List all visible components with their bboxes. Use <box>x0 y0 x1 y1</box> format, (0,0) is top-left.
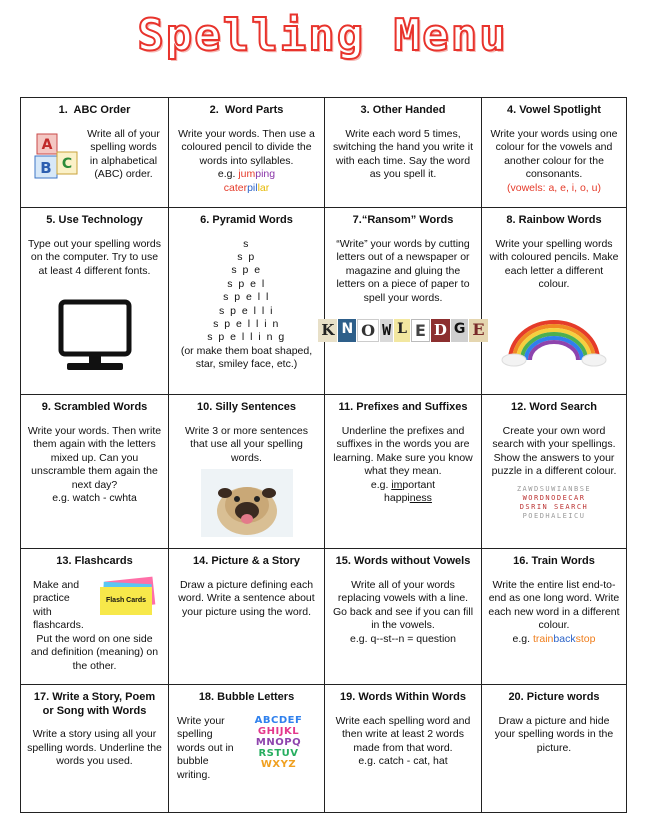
ransom-letter: E <box>411 319 430 342</box>
grid-row: DSRIN SEARCH <box>519 502 589 511</box>
cell-heading: 14. Picture & a Story <box>193 555 300 567</box>
ransom-letter: W <box>380 319 393 342</box>
grid-row: ZAWDSUWIANBSE <box>516 484 592 493</box>
cell-heading: 2. Word Parts <box>209 104 284 116</box>
cell-heading: 20. Picture words <box>508 691 600 703</box>
cell-heading: 18. Bubble Letters <box>198 691 295 703</box>
pyramid-note: (or make them boat shaped, star, smiley face, etc.) <box>180 344 313 371</box>
cell-heading: 13. Flashcards <box>56 555 133 567</box>
cell-heading: 1. ABC Order <box>58 104 131 116</box>
cell-body: Write your spelling words with coloured pencils. Make each letter a different colour. <box>489 237 619 290</box>
ransom-letter: K <box>318 319 337 342</box>
pyramid-line: s p <box>237 250 256 263</box>
cell-prefixes-suffixes <box>325 395 482 549</box>
example: happiness <box>384 492 432 504</box>
abc-blocks-icon <box>33 132 79 182</box>
cell-heading: 5. Use Technology <box>46 214 143 226</box>
ransom-letter: N <box>338 319 356 342</box>
pyramid-line: s p e l l i <box>218 304 274 317</box>
svg-text:A: A <box>41 136 53 153</box>
cell-bubble-letters <box>169 685 325 813</box>
cell-pyramid-words <box>169 208 325 395</box>
cell-picture-words <box>482 685 627 813</box>
ransom-letter: L <box>394 319 410 342</box>
cell-scrambled-words <box>21 395 169 549</box>
cell-word-search <box>482 395 627 549</box>
cell-body: Write your words. Then write them again with the letters mixed up. Can you unscramble them again the next day? <box>27 424 162 491</box>
cell-use-technology <box>21 208 169 395</box>
computer-monitor-icon <box>57 300 133 374</box>
cell-heading: 10. Silly Sentences <box>196 401 297 413</box>
cell-abc-order <box>21 98 169 208</box>
cell-body: Draw a picture and hide your spelling words in the picture. <box>494 714 614 754</box>
cell-body: Draw a picture defining each word. Write a sentence about your picture using the word. <box>178 578 315 618</box>
cell-other-handed <box>325 98 482 208</box>
example: e.g. important <box>370 478 436 491</box>
cell-train-words <box>482 549 627 685</box>
bubble-row: WXYZ <box>260 758 297 770</box>
bubble-row: ABCDEF <box>254 714 303 726</box>
cell-body: Write each spelling word and then write at least 2 words made from that word. <box>335 714 471 754</box>
cell-body: Write all of your spelling words in alphabetical (ABC) order. <box>87 127 160 180</box>
example: e.g. catch - cat, hat <box>358 755 448 767</box>
cell-flashcards <box>21 549 169 685</box>
example: e.g. q--st--n = question <box>350 632 456 645</box>
cell-heading: 19. Words Within Words <box>339 691 466 703</box>
bubble-letters-image <box>239 715 318 770</box>
cell-body: Write 3 or more sentences that use all your spelling words. <box>185 424 308 464</box>
vowels-note: (vowels: a, e, i, o, u) <box>507 181 601 194</box>
cell-heading: 4. Vowel Spotlight <box>507 104 601 116</box>
spelling-menu-grid <box>20 97 627 813</box>
cell-body: Write all of your words replacing vowels with a line. Go back and see if you can fill in the vowels. <box>332 578 474 631</box>
example: caterpillar <box>223 181 270 194</box>
ransom-letters-image <box>321 319 485 342</box>
cell-heading: 3. Other Handed <box>360 104 446 116</box>
ransom-letter: D <box>431 319 450 342</box>
svg-text:B: B <box>40 158 52 177</box>
cell-heading: 11. Prefixes and Suffixes <box>338 401 468 413</box>
pyramid-line: s p e <box>231 264 262 277</box>
cell-picture-story <box>169 549 325 685</box>
cell-body: Type out your spelling words on the computer. Try to use at least 4 different fonts. <box>27 237 162 277</box>
bubble-row: GHIJKL <box>257 725 300 737</box>
cell-word-parts <box>169 98 325 208</box>
grid-row: WORDNODECAR <box>522 493 586 502</box>
cell-body: Write a story using all your spelling words. Underline the words you used. <box>27 728 162 767</box>
cell-story-poem-song <box>21 685 169 813</box>
cell-heading: 16. Train Words <box>513 555 595 567</box>
bubble-row: MNOPQ <box>255 736 302 748</box>
flashcard-label: Flash Cards <box>100 587 152 615</box>
flashcards-image <box>100 579 158 619</box>
pyramid-line: s <box>243 237 250 250</box>
cell-heading: 6. Pyramid Words <box>200 214 293 226</box>
svg-text:C: C <box>61 155 73 172</box>
cell-vowel-spotlight <box>482 98 627 208</box>
cell-body: Create your own word search with your spellings. Show the answers to your puzzle in a different colour. <box>491 424 617 477</box>
pyramid-list <box>175 238 318 345</box>
pyramid-line: s p e l <box>227 277 266 290</box>
cell-ransom-words <box>321 208 485 395</box>
cell-words-without-vowels <box>325 549 482 685</box>
cell-heading: 8. Rainbow Words <box>506 214 602 226</box>
cell-heading: 12. Word Search <box>510 401 597 413</box>
ransom-letter: E <box>469 319 487 342</box>
word-search-grid <box>488 485 620 521</box>
cell-body: Write your words using one colour for the vowels and another colour for the consonants. <box>490 127 618 180</box>
cell-body: “Write” your words by cutting letters out of a newspaper or magazine and gluing the letters on a piece of paper to spell your words. <box>336 237 470 304</box>
cell-heading: 17. Write a Story, Poem or Song with Words <box>33 691 156 717</box>
cell-body: Write your spelling words out in bubble writing. <box>177 714 234 781</box>
cell-words-within-words <box>325 685 482 813</box>
ransom-letter: G <box>451 319 469 342</box>
cell-heading: 9. Scrambled Words <box>41 401 148 413</box>
pyramid-line: s p e l l i n <box>213 317 280 330</box>
cell-body: Write the entire list end-to-end as one long word. Write each new word in a different colour. <box>488 578 620 631</box>
ransom-letter: O <box>357 319 379 342</box>
cell-body: Underline the prefixes and suffixes in the words you are learning. Make sure you know what they mean. <box>333 424 473 477</box>
example: e.g. trainbackstop <box>512 632 596 645</box>
grid-row: POEDHALEICU <box>522 511 586 520</box>
bubble-row: RSTUV <box>258 747 299 759</box>
cell-body: Write each word 5 times, switching the hand you write it with each time. Say the word as you spell it. <box>332 127 474 180</box>
cell-body: Make and practice with flashcards. <box>33 578 84 631</box>
cell-heading: 15. Words without Vowels <box>335 555 471 567</box>
cell-heading: 7.“Ransom” Words <box>352 214 454 226</box>
rainbow-icon <box>502 316 606 366</box>
pyramid-line: s p e l l i n g <box>207 331 286 344</box>
page-title: Spelling Menu <box>137 10 508 61</box>
cell-rainbow-words <box>482 208 627 395</box>
pug-dog-photo <box>201 469 293 537</box>
pyramid-line: s p e l l <box>223 291 270 304</box>
cell-body-2: Put the word on one side and definition (meaning) on the other. <box>30 632 159 672</box>
example: e.g. jumping <box>217 168 276 180</box>
cell-silly-sentences <box>169 395 325 549</box>
cell-body: Write your words. Then use a coloured pencil to divide the words into syllables. <box>178 127 315 167</box>
example: e.g. watch - cwhta <box>52 492 137 504</box>
